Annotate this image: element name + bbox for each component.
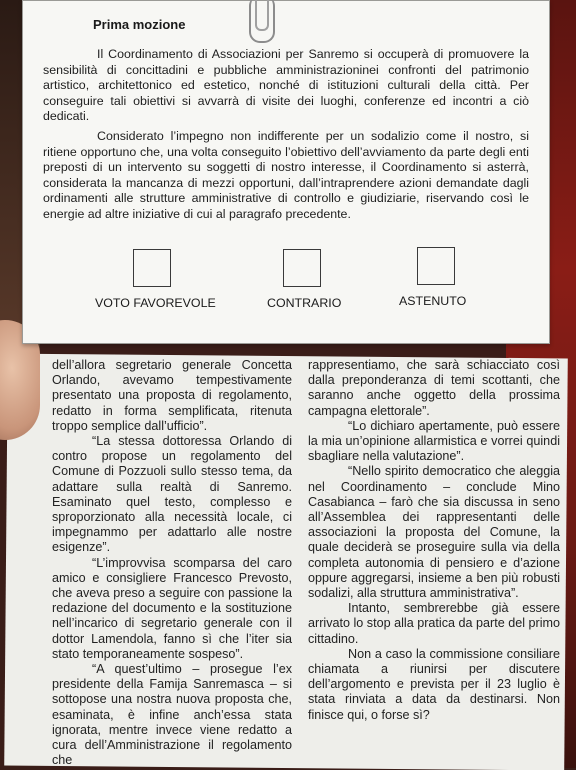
ballot-sheet xyxy=(22,0,550,344)
vote-astenuto-checkbox[interactable] xyxy=(417,247,455,285)
article-left-column xyxy=(52,358,292,768)
ballot-title: Prima mozione xyxy=(93,17,186,32)
article-paragraph: rappresentiamo, che sarà schiacciato così dalla preponderanza di temi scottanti, che saranno anche oggetto della prossima campagna elettorale”. xyxy=(308,358,560,418)
vote-favorevole-checkbox[interactable] xyxy=(133,249,171,287)
article-paragraph: “Nello spirito democratico che aleggia nel Coordinamento – conclude Mino Casabianca – farò che sia discussa in seno all’Assemblea dei rappresentanti delle associazioni la proposta del Comune, la quale deciderà se proseguire sulla via della completa autonomia di pensiero e d’azione oppure aggregarsi, insieme a ben più robusti sodalizi, alla struttura amministrativa”. xyxy=(308,464,560,601)
ballot-paragraph: Il Coordinamento di Associazioni per Sanremo si occuperà di promuovere la sensibilità di concittadini e pubbliche amministrazioninei confronti del patrimonio artistico, architettonico ed estetico, nonché di istituzioni culturali della città. Per conseguire tali obiettivi si avvarrà di visite dei luoghi, conferenze ed incontri a ciò dedicati. xyxy=(43,47,529,123)
vote-favorevole-label: VOTO FAVOREVOLE xyxy=(95,296,216,310)
article-paragraph: dell’allora segretario generale Concetta Orlando, avevamo tempestivamente presentato una proposta di regolamento, redatto in forma semplificata, ritenuta troppo semplice dall’ufficio”. xyxy=(52,358,292,433)
article-paragraph: “A quest’ultimo – prosegue l’ex presidente della Famija Sanremasca – si sottopose una nostra nuova proposta che, esaminata, è infine anch’essa stata ignorata, mentre invece viene redatto a cura dell’Amministrazione il regolamento che xyxy=(52,662,292,768)
article-paragraph: Non a caso la commissione consiliare chiamata a riunirsi per discutere dell’argomento e prevista per il 23 luglio è stata rinviata a data da destinarsi. Non finisce qui, o forse sì? xyxy=(308,646,560,722)
article-paragraph: Intanto, sembrerebbe già essere arrivato lo stop alla pratica da parte del primo cittadino. xyxy=(308,601,561,646)
article-paragraph: “La stessa dottoressa Orlando di contro propose un regolamento del Comune di Pozzuoli sullo stesso tema, da adattare sulla realtà di Sanremo. Esaminato quel testo, complesso e sproporzionato alla necessità locale, ci impegnammo per adattarlo alle nostre esigenze”. xyxy=(52,434,292,555)
vote-contrario-checkbox[interactable] xyxy=(283,249,321,287)
vote-contrario-label: CONTRARIO xyxy=(267,296,342,310)
ballot-paragraph: Considerato l’impegno non indifferente per un sodalizio come il nostro, si ritiene opportuno che, una volta conseguito l’obiettivo dell’avviamento da parte degli enti preposti di un intervento su soggetti di nostro interesse, il Coordinamento si asterrà, considerata la mancanza di mezzi opportuni, dall’intraprendere azioni demandate dagli ordinamenti alle strutture amministrative di controllo e giudiziarie, riservando così le energie ad altre iniziative di cui al paragrafo precedente. xyxy=(43,129,529,221)
vote-astenuto-label: ASTENUTO xyxy=(399,294,467,308)
paperclip-inner-icon xyxy=(255,0,269,31)
article-right-column xyxy=(308,358,560,723)
article-paragraph: “L’improvvisa scomparsa del caro amico e consigliere Francesco Prevosto, che aveva preso a seguire con passione la redazione del documento e la sostituzione nell’incarico di segretario generale con il dottor Lamendola, fanno sì che l’iter sia stato temporaneamente sospeso”. xyxy=(52,555,292,661)
article-paragraph: “Lo dichiaro apertamente, può essere la mia un’opinione allarmistica e vorrei quindi sbagliare nella valutazione”. xyxy=(308,418,560,464)
